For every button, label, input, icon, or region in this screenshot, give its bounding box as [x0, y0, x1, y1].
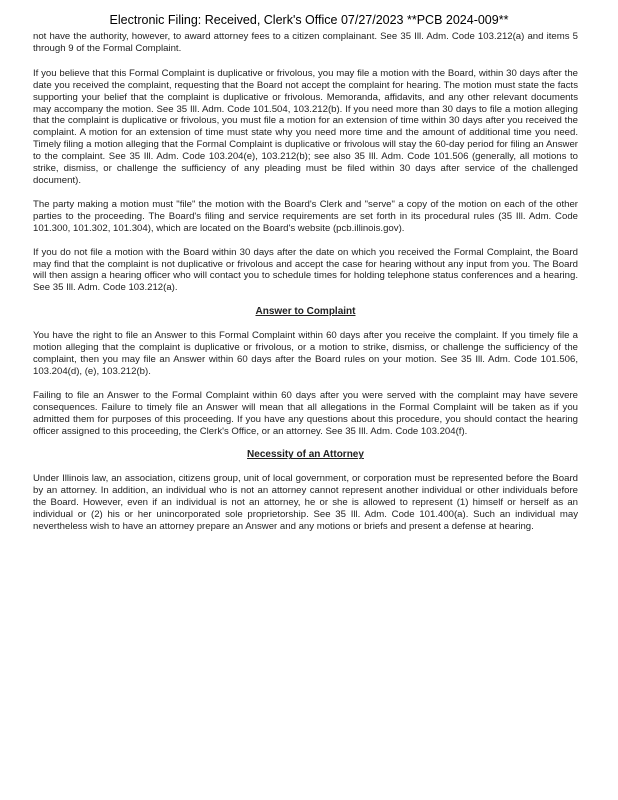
heading-answer-to-complaint: Answer to Complaint — [255, 306, 356, 318]
paragraph-right-to-answer: You have the right to file an Answer to this Formal Complaint within 60 days after you receive the complaint. If you timely file a motion alleging that the complaint is duplicative or frivolous, or a motion to strike, dismiss, or challenge the sufficiency of the complaint, then you may file an Answer within 60 days after the Board rules on your motion. See 35 Ill. Adm. Code 101.506, 103.204(d), (e), 103.212(b). — [33, 330, 578, 377]
paragraph-failing-to-answer: Failing to file an Answer to the Formal Complaint within 60 days after you were served with the complaint may have severe consequences. Failure to timely file an Answer will mean that all allegations in the Formal Complaint will be taken as if you admitted them for purposes of this proceeding. If you have any questions about this procedure, you should contact the hearing officer assigned to this proceeding, the Clerk's Office, or an attorney. See 35 Ill. Adm. Code 103.204(f). — [33, 389, 578, 437]
paragraph-attorney-requirement: Under Illinois law, an association, citizens group, unit of local government, or corporation must be represented before the Board by an attorney. In addition, an individual who is not an attorney cannot represent another individual or other individuals before the Board. However, even if an individual is not an attorney, he or she is allowed to represent (1) himself or herself as an individual or (2) his or her unincorporated sole proprietorship. See 35 Ill. Adm. Code 101.400(a). Such an individual may nevertheless wish to have an attorney prepare an Answer and any motions or briefs and present a defense at hearing. — [33, 473, 578, 533]
filing-stamp-header: Electronic Filing: Received, Clerk's Office 07/27/2023 **PCB 2024-009** — [109, 13, 509, 27]
paragraph-attorney-fees: not have the authority, however, to award attorney fees to a citizen complainant. See 35 Ill. Adm. Code 103.212(a) and items 5 through 9 of the Formal Complaint. — [33, 31, 578, 54]
paragraph-duplicative-frivolous: If you believe that this Formal Complaint is duplicative or frivolous, you may file a motion with the Board, within 30 days after the date you received the complaint, requesting that the Board not accept the complaint for hearing. The motion must state the facts supporting your belief that the complaint is duplicative or frivolous. Memoranda, affidavits, and any other relevant documents may accompany the motion. See 35 Ill. Adm. Code 101.504, 103.212(b). If you need more than 30 days to file a motion alleging that the complaint is duplicative or frivolous, you must file a motion for an extension of time within 30 days after you received the complaint. A motion for an extension of time must state why you need more time and the amount of additional time you need. Timely filing a motion alleging that the Formal Complaint is duplicative or frivolous will stay the 60-day period for filing an Answer to the complaint. See 35 Ill. Adm. Code 103.204(e), 103.212(b); see also 35 Ill. Adm. Code 101.506 (generally, all motions to strike, dismiss, or challenge the sufficiency of any pleading must be filed within 30 days after service of the challenged document). — [33, 67, 578, 186]
document-body — [33, 31, 578, 545]
heading-necessity-of-attorney: Necessity of an Attorney — [247, 449, 364, 461]
paragraph-filing-service: The party making a motion must "file" the motion with the Board's Clerk and "serve" a copy of the motion on each of the other parties to the proceeding. The Board's filing and service requirements are set forth in its procedural rules (35 Ill. Adm. Code 101.300, 101.302, 101.304), which are located on the Board's website (pcb.illinois.gov). — [33, 198, 578, 234]
paragraph-no-motion: If you do not file a motion with the Board within 30 days after the date on which you received the Formal Complaint, the Board may find that the complaint is not duplicative or frivolous and accept the case for hearing without any input from you. The Board will then assign a hearing officer who will contact you to schedule times for holding telephone status conferences and a hearing. See 35 Ill. Adm. Code 103.212(a). — [33, 246, 578, 294]
